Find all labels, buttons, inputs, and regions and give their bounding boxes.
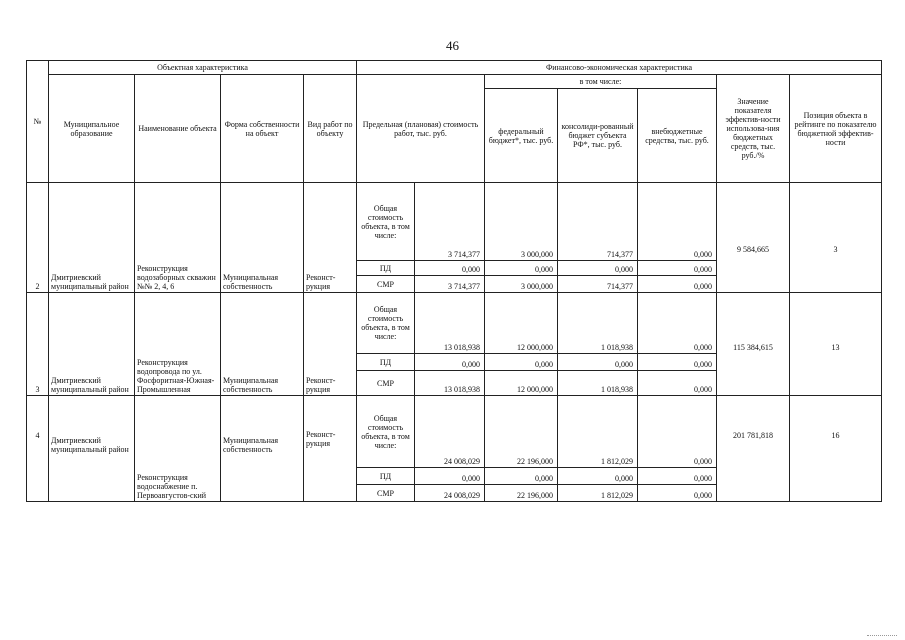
pd-consolidated: 0,000	[558, 468, 638, 485]
pd-extra: 0,000	[638, 261, 717, 276]
total-federal: 22 196,000	[485, 396, 558, 468]
total-federal: 3 000,000	[485, 183, 558, 261]
work-type-cell: Реконст-рукция	[304, 293, 357, 396]
total-extra: 0,000	[638, 183, 717, 261]
smr-federal: 3 000,000	[485, 276, 558, 293]
header-row-groups	[27, 61, 882, 75]
smr-extra: 0,000	[638, 485, 717, 502]
pd-extra: 0,000	[638, 468, 717, 485]
smr-federal: 22 196,000	[485, 485, 558, 502]
row-number: 3	[27, 293, 49, 396]
smr-limit: 13 018,938	[415, 371, 485, 396]
total-label: Общая стоимость объекта, в том числе:	[357, 183, 415, 261]
header-no: №	[27, 61, 49, 183]
total-consolidated: 1 812,029	[558, 396, 638, 468]
row-number: 4	[27, 396, 49, 502]
pd-label: ПД	[357, 261, 415, 276]
pd-consolidated: 0,000	[558, 354, 638, 371]
total-limit: 3 714,377	[415, 183, 485, 261]
header-object-group: Объектная характеристика	[49, 61, 357, 75]
smr-consolidated: 714,377	[558, 276, 638, 293]
smr-federal: 12 000,000	[485, 371, 558, 396]
smr-consolidated: 1 812,029	[558, 485, 638, 502]
header-including: в том числе:	[485, 75, 717, 89]
total-limit: 24 008,029	[415, 396, 485, 468]
work-type-cell: Реконст-рукция	[304, 396, 357, 502]
object-name-cell: Реконструкция водопровода по ул. Фосфоритная-Южная-Промышленная	[135, 293, 221, 396]
total-label: Общая стоимость объекта, в том числе:	[357, 396, 415, 468]
header-municipality: Муниципальное образование	[49, 75, 135, 183]
total-consolidated: 714,377	[558, 183, 638, 261]
efficiency-cell: 9 584,665	[717, 183, 790, 293]
table-row	[27, 396, 882, 468]
smr-label: СМР	[357, 371, 415, 396]
pd-limit: 0,000	[415, 354, 485, 371]
rating-cell: 3	[790, 183, 882, 293]
header-extrabudget: внебюджетные средства, тыс. руб.	[638, 89, 717, 183]
investment-table	[26, 60, 882, 502]
pd-label: ПД	[357, 354, 415, 371]
municipality-cell: Дмитриевский муниципальный район	[49, 293, 135, 396]
efficiency-cell: 201 781,818	[717, 396, 790, 502]
pd-label: ПД	[357, 468, 415, 485]
pd-federal: 0,000	[485, 468, 558, 485]
header-consolidated: консолиди-рованный бюджет субъекта РФ*, тыс. руб.	[558, 89, 638, 183]
pd-consolidated: 0,000	[558, 261, 638, 276]
ownership-cell: Муниципальная собственность	[221, 183, 304, 293]
total-label: Общая стоимость объекта, в том числе:	[357, 293, 415, 354]
header-row-sub	[27, 75, 882, 89]
header-ownership: Форма собственности на объект	[221, 75, 304, 183]
work-type-cell: Реконст-рукция	[304, 183, 357, 293]
pd-limit: 0,000	[415, 468, 485, 485]
smr-extra: 0,000	[638, 371, 717, 396]
ownership-cell: Муниципальная собственность	[221, 293, 304, 396]
total-extra: 0,000	[638, 396, 717, 468]
smr-limit: 3 714,377	[415, 276, 485, 293]
municipality-cell: Дмитриевский муниципальный район	[49, 183, 135, 293]
table-row	[27, 293, 882, 354]
rating-cell: 13	[790, 293, 882, 396]
total-extra: 0,000	[638, 293, 717, 354]
total-consolidated: 1 018,938	[558, 293, 638, 354]
object-name-cell: Реконструкция водоснабжение п. Первоавгустов-ский	[135, 396, 221, 502]
smr-consolidated: 1 018,938	[558, 371, 638, 396]
row-number: 2	[27, 183, 49, 293]
smr-limit: 24 008,029	[415, 485, 485, 502]
header-rating: Позиция объекта в рейтинге по показателю бюджетной эффектив-ности	[790, 75, 882, 183]
total-federal: 12 000,000	[485, 293, 558, 354]
ownership-cell: Муниципальная собственность	[221, 396, 304, 502]
smr-label: СМР	[357, 485, 415, 502]
pd-federal: 0,000	[485, 261, 558, 276]
header-federal: федеральный бюджет*, тыс. руб.	[485, 89, 558, 183]
page-number: 46	[446, 38, 459, 53]
header-limit-cost: Предельная (плановая) стоимость работ, тыс. руб.	[357, 75, 485, 183]
header-finance-group: Финансово-экономическая характеристика	[357, 61, 882, 75]
total-limit: 13 018,938	[415, 293, 485, 354]
table-row	[27, 183, 882, 261]
pd-limit: 0,000	[415, 261, 485, 276]
smr-extra: 0,000	[638, 276, 717, 293]
header-object-name: Наименование объекта	[135, 75, 221, 183]
smr-label: СМР	[357, 276, 415, 293]
pd-extra: 0,000	[638, 354, 717, 371]
pd-federal: 0,000	[485, 354, 558, 371]
rating-cell: 16	[790, 396, 882, 502]
efficiency-cell: 115 384,615	[717, 293, 790, 396]
scan-dotted-mark	[867, 634, 897, 636]
header-efficiency: Значение показателя эффектив-ности использова-ния бюджетных средств, тыс. руб./%	[717, 75, 790, 183]
municipality-cell: Дмитриевский муниципальный район	[49, 396, 135, 502]
object-name-cell: Реконструкция водозаборных скважин №№ 2, 4, 6	[135, 183, 221, 293]
header-work-type: Вид работ по объекту	[304, 75, 357, 183]
